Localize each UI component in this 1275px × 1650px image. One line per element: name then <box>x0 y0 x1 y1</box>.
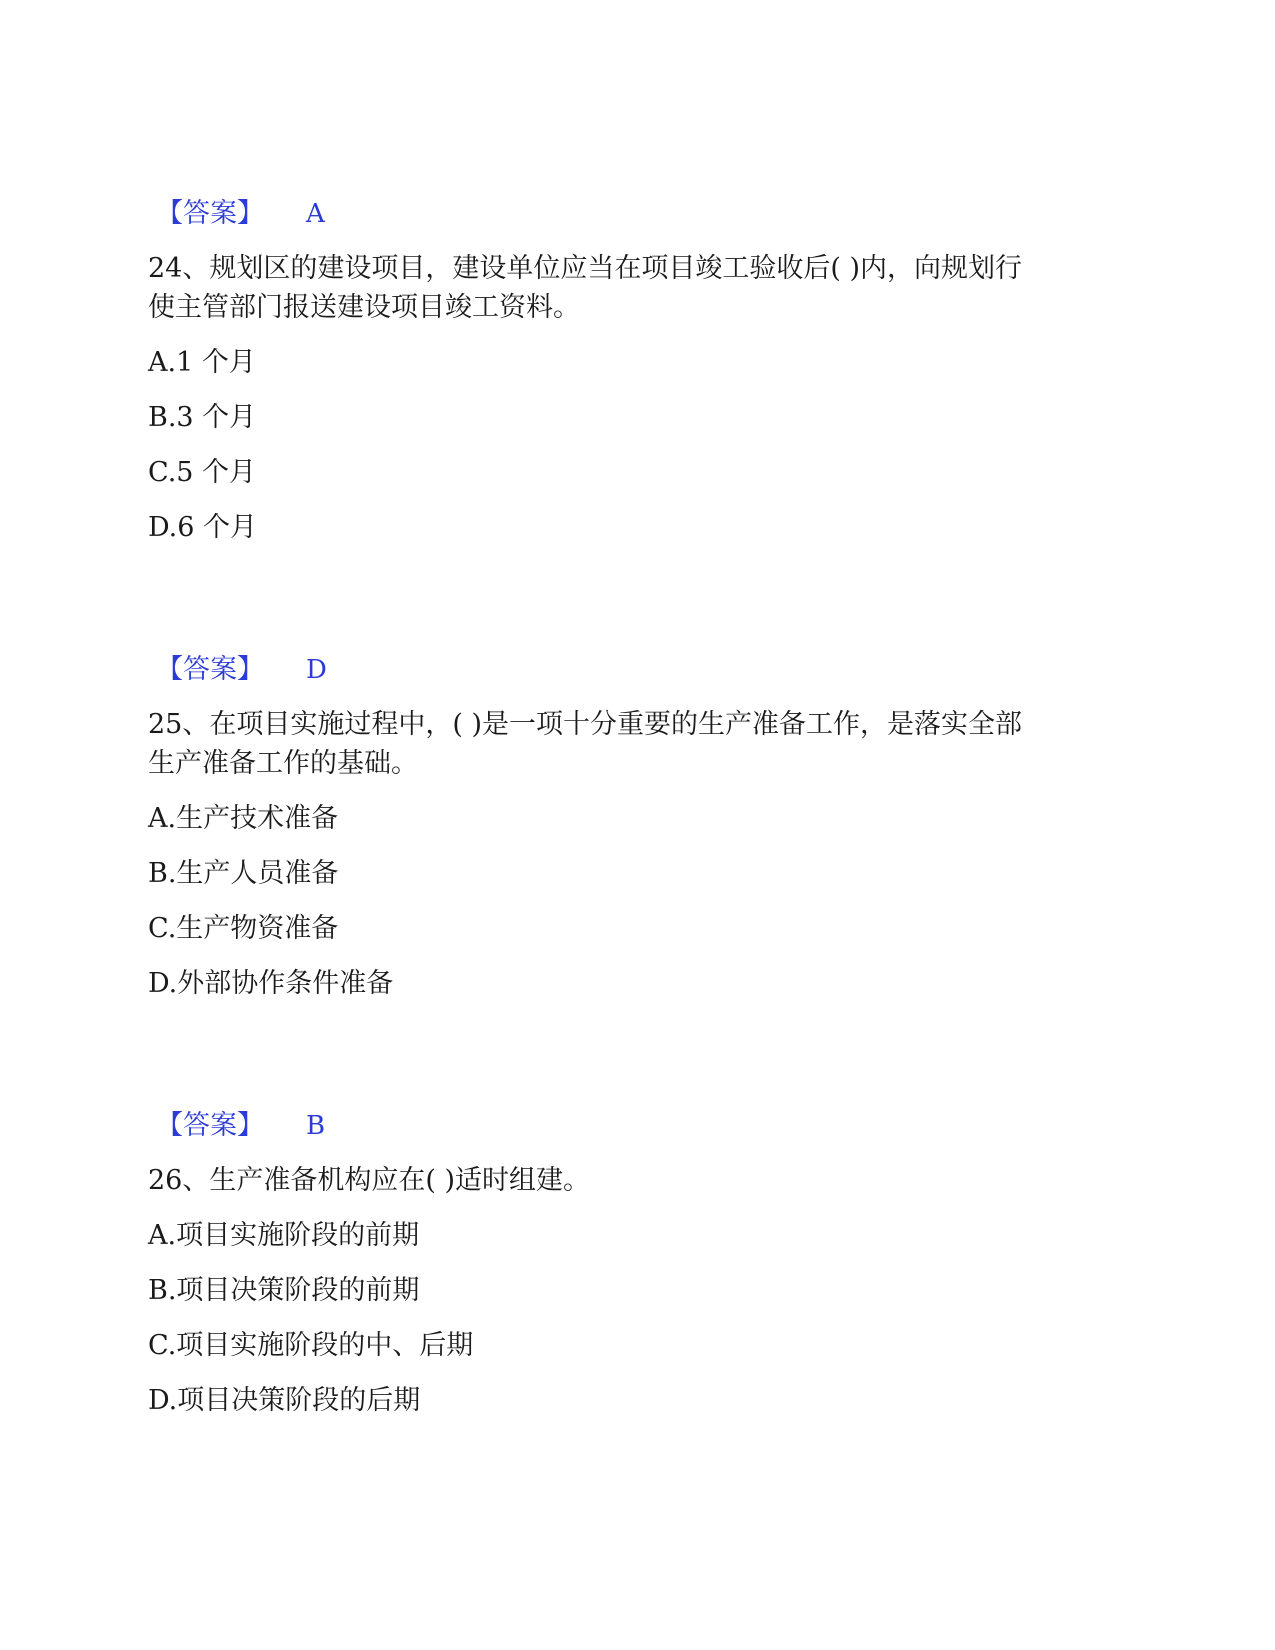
answer-value: D <box>306 655 327 685</box>
option-d: D.6 个月 <box>148 512 258 543</box>
option-b: B.3 个月 <box>148 402 257 433</box>
question-text: 使主管部门报送建设项目竣工资料。 <box>148 292 580 323</box>
option-c: C.项目实施阶段的中、后期 <box>148 1330 474 1361</box>
question-text: 生产准备工作的基础。 <box>148 748 418 779</box>
question-text: 24、规划区的建设项目，建设单位应当在项目竣工验收后( )内，向规划行 <box>148 253 1023 284</box>
option-c: C.生产物资准备 <box>148 913 339 944</box>
answer-value: B <box>306 1111 326 1141</box>
answer-label: 【答案】 <box>156 198 264 229</box>
option-c: C.5 个月 <box>148 457 257 488</box>
answer-value: A <box>306 199 325 229</box>
option-a: A.1 个月 <box>148 347 256 378</box>
option-b: B.生产人员准备 <box>148 858 339 889</box>
question-text: 26、生产准备机构应在( )适时组建。 <box>148 1165 591 1196</box>
option-d: D.外部协作条件准备 <box>148 968 394 999</box>
question-text: 25、在项目实施过程中，( )是一项十分重要的生产准备工作，是落实全部 <box>148 709 1023 740</box>
answer-label: 【答案】 <box>156 654 264 685</box>
option-a: A.生产技术准备 <box>148 803 339 834</box>
option-a: A.项目实施阶段的前期 <box>148 1220 420 1251</box>
option-b: B.项目决策阶段的前期 <box>148 1275 420 1306</box>
option-d: D.项目决策阶段的后期 <box>148 1385 421 1416</box>
answer-label: 【答案】 <box>156 1110 264 1141</box>
